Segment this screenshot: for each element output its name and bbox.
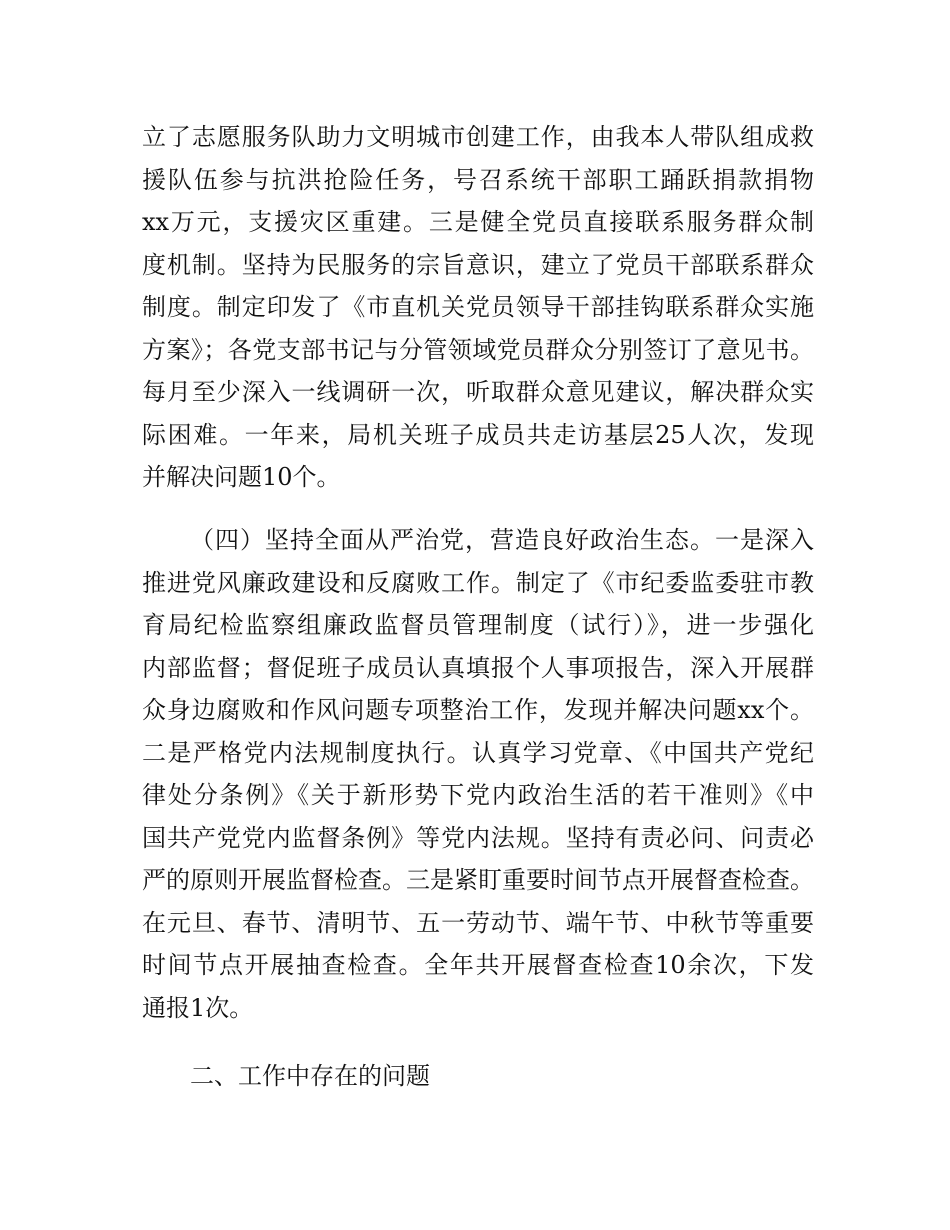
text-line: 育局纪检监察组廉政监督员管理制度（试行）》，进一步强化 — [142, 611, 814, 639]
text-line: 度机制。坚持为民服务的宗旨意识，建立了党员干部联系群众 — [142, 250, 814, 279]
text-line: 通报1次。 — [142, 993, 254, 1022]
text-line: 国共产党党内监督条例》等党内法规。坚持有责必问、问责必 — [142, 823, 814, 852]
text-line-indented: （四）坚持全面从严治党，营造良好政治生态。一是深入 — [190, 526, 814, 554]
text-line: 制度。制定印发了《市直机关党员领导干部挂钩联系群众实施 — [142, 293, 814, 321]
text-line: 众身边腐败和作风问题专项整治工作，发现并解决问题xx个。 — [142, 696, 814, 724]
text-line: 方案》；各党支部书记与分管领域党员群众分别签订了意见书。 — [142, 335, 814, 364]
text-line: 推进党风廉政建设和反腐败工作。制定了《市纪委监委驻市教 — [142, 568, 814, 597]
text-line: 援队伍参与抗洪抢险任务，号召系统干部职工踊跃捐款捐物 — [142, 165, 814, 194]
text-line: 立了志愿服务队助力文明城市创建工作，由我本人带队组成救 — [142, 123, 814, 151]
text-line: 二是严格党内法规制度执行。认真学习党章、《中国共产党纪 — [142, 738, 814, 767]
text-line: 每月至少深入一线调研一次，听取群众意见建议，解决群众实 — [142, 378, 814, 406]
text-line: 际困难。一年来，局机关班子成员共走访基层25人次，发现 — [142, 420, 814, 449]
paragraph-party-governance — [142, 519, 814, 1029]
paragraph-volunteer-service — [142, 116, 814, 499]
text-line: 并解决问题10个。 — [142, 463, 341, 491]
section-heading: 二、工作中存在的问题 — [190, 1062, 430, 1090]
text-line: 时间节点开展抽查检查。全年共开展督查检查10余次，下发 — [142, 951, 814, 979]
text-line: xx万元，支援灾区重建。三是健全党员直接联系服务群众制 — [142, 208, 814, 236]
text-line: 内部监督；督促班子成员认真填报个人事项报告，深入开展群 — [142, 653, 814, 682]
text-line: 严的原则开展监督检查。三是紧盯重要时间节点开展督查检查。 — [142, 866, 814, 894]
text-line: 律处分条例》《关于新形势下党内政治生活的若干准则》《中 — [142, 781, 814, 809]
text-line: 在元旦、春节、清明节、五一劳动节、端午节、中秋节等重要 — [142, 908, 814, 937]
